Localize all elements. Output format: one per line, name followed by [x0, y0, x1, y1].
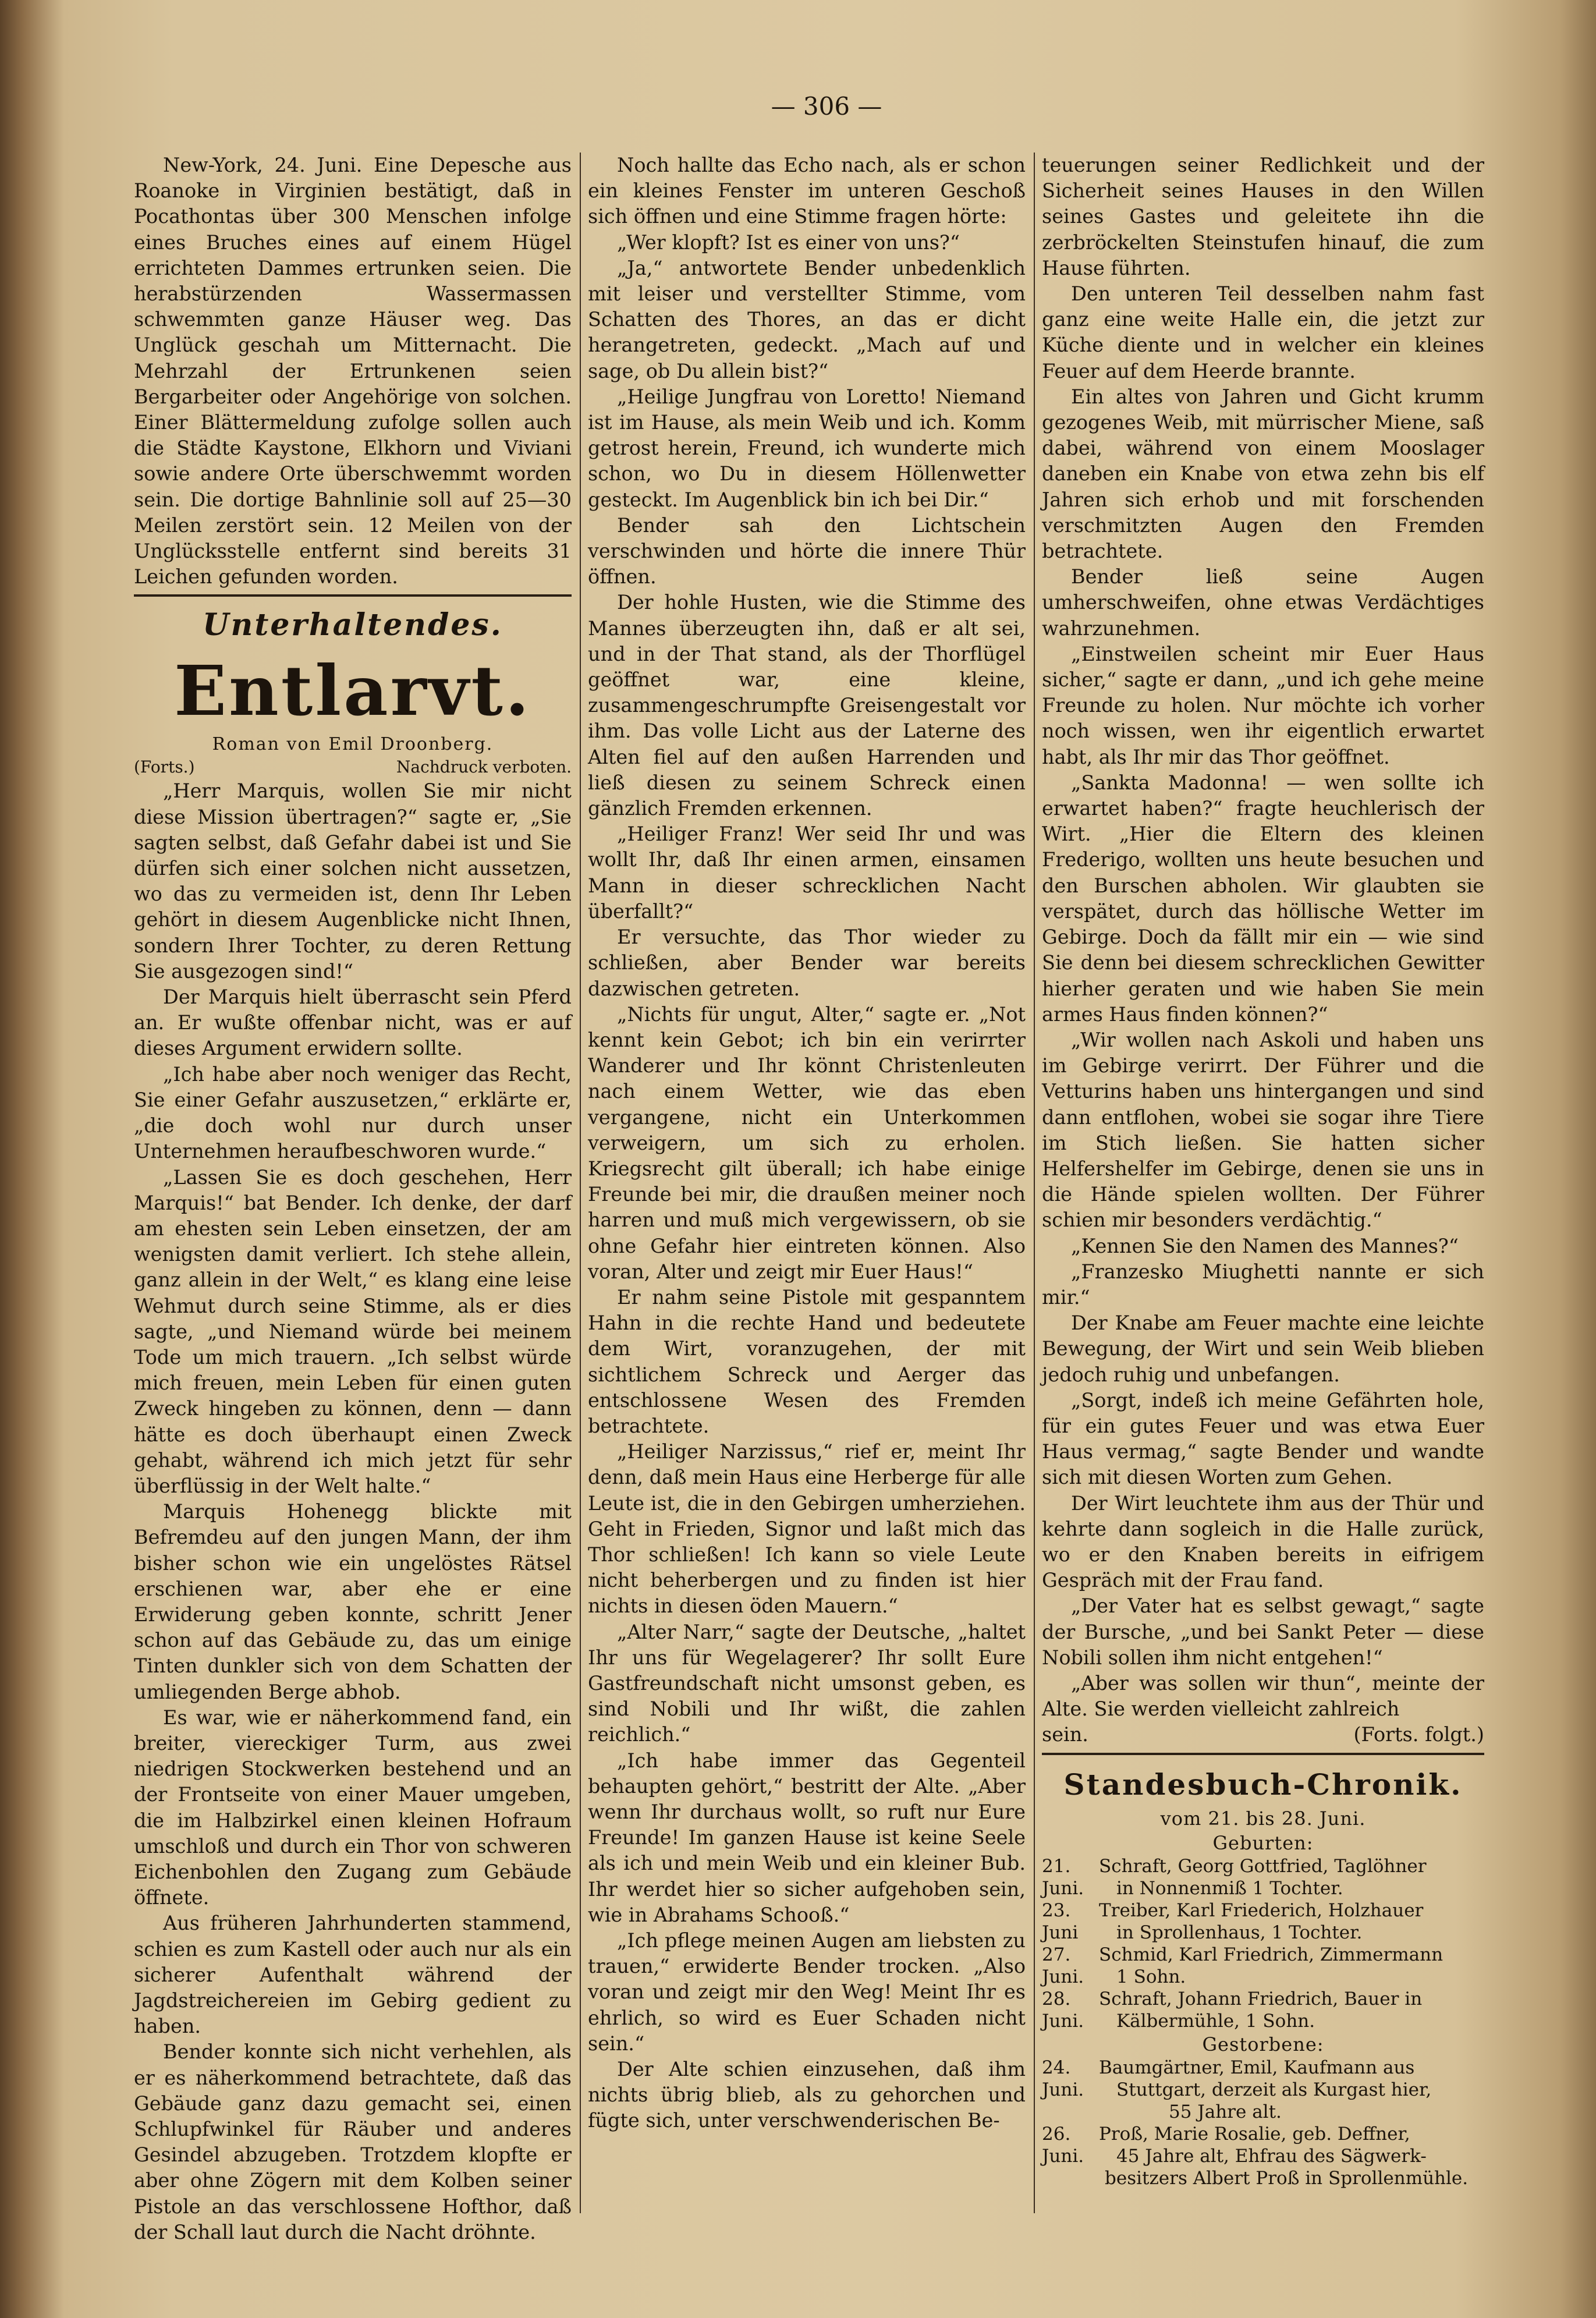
paragraph: „Heiliger Narzissus,“ rief er, meint Ihr denn, daß mein Haus eine Herberge für alle Leute ist, die in den Gebirgen umherziehen. Geht in Frieden, Signor und laßt mich das Thor schließen! Ich kann so viele Leute nicht beherbergen und zu finden ist hier nichts in diesen öden Mauern.“ — [588, 1440, 1026, 1618]
to-be-continued-note: (Forts. folgt.) — [1353, 1723, 1484, 1746]
entry-date: 24. Juni. — [1042, 2057, 1084, 2100]
paragraph: Marquis Hohenegg blickte mit Befremdeu auf den jungen Mann, der ihm bisher schon wie ein ungelöstes Rätsel erschienen war, aber ehe er eine Erwiderung geben konnte, schritt Jener schon auf das Gebäude zu, das um einige Tinten dunkler sich von dem Schatten der umliegenden Berge abhob. — [134, 1500, 572, 1703]
paragraph: Bender konnte sich nicht verhehlen, als er es näherkommend betrachtete, daß das Gebäude ganz dazu gemacht sei, einen Schlupfwinkel für Räuber und anderes Gesindel abzugeben. Trotzdem klopfte er aber ohne Zögern mit dem Kolben seiner Pistole an das verschlossene Hofthor, daß der Schall laut durch die Nacht dröhnte. — [134, 2040, 572, 2243]
last-line: sein. — [1042, 1723, 1088, 1746]
birth-entry — [1042, 1988, 1484, 2032]
divider — [134, 594, 572, 597]
paragraph: Der hohle Husten, wie die Stimme des Mannes überzeugten ihn, daß er alt sei, und in der That stand, als der Thorflügel geöffnet war, eine kleine, zusammengeschrumpfte Greisengestalt vor ihm. Das volle Licht aus der Laterne des Alten fiel auf den außen Harrenden und ließ diesen zu seinem Schreck einen gänzlich Fremden erkennen. — [588, 591, 1026, 820]
entry-date: 28. Juni. — [1042, 1988, 1084, 2032]
paragraph: „Sorgt, indeß ich meine Gefährten hole, für ein gutes Feuer und was etwa Euer Haus vermag,“ sagte Bender und wandte sich mit diesen Worten zum Gehen. — [1042, 1388, 1484, 1489]
entry-line: Treiber, Karl Friederich, Holzhauer — [1099, 1899, 1424, 1921]
paragraph: Ein altes von Jahren und Gicht krumm gezogenes Weib, mit mürrischer Miene, saß dabei, während von einem Mooslager daneben ein Knabe von etwa zehn bis elf Jahren sich erhob und mit forschenden verschmitzten Augen den Fremden betrachtete. — [1042, 385, 1484, 563]
paragraph: „Ich habe aber noch weniger das Recht, Sie einer Gefahr auszusetzen,“ erklärte er, „die doch wohl nur durch unser Unternehmen heraufbeschworen wurde.“ — [134, 1062, 572, 1163]
paragraph: „Kennen Sie den Namen des Mannes?“ — [1071, 1234, 1459, 1257]
entry-line: Schraft, Johann Friedrich, Bauer in — [1099, 1988, 1423, 2009]
entry-line: besitzers Albert Proß in Sprollenmühle. — [1105, 2167, 1469, 2189]
entry-line: Baumgärtner, Emil, Kaufmann aus — [1099, 2057, 1415, 2078]
byline: Roman von Emil Droonberg. — [212, 734, 494, 755]
column-divider — [1034, 153, 1035, 2213]
paragraph: Der Marquis hielt überrascht sein Pferd an. Er wußte offenbar nicht, was er auf dieses Argument erwidern sollte. — [134, 986, 572, 1060]
paragraph: „Wer klopft? Ist es einer von uns?“ — [617, 231, 960, 254]
entry-line: Schmid, Karl Friedrich, Zimmermann — [1099, 1944, 1444, 1965]
death-entry — [1042, 2057, 1484, 2123]
paragraph: „Nichts für ungut, Alter,“ sagte er. „Not kennt kein Gebot; ich bin ein verirrter Wanderer und Ihr könnt Christenleuten nach einem Wetter, wie das eben vergangene, nicht ein Unterkommen verweigern, um sich zu erholen. Kriegsrecht gilt überall; ich habe einige Freunde bei mir, die draußen meiner noch harren und muß mich vergewissern, ob sie ohne Gefahr hier eintreten können. Also voran, Alter und zeigt mir Euer Haus!“ — [588, 1002, 1026, 1283]
story-title: Entlarvt. — [174, 650, 531, 732]
paragraph: „Einstweilen scheint mir Euer Haus sicher,“ sagte er dann, „und ich gehe meine Freunde zu holen. Nur möchte ich vorher noch wissen, wen ihr eigentlich erwartet habt, als Ihr mir das Thor geöffnet. — [1042, 642, 1484, 768]
page-number: — 306 — — [771, 92, 882, 120]
paragraph: „Heiliger Franz! Wer seid Ihr und was wollt Ihr, daß Ihr einen armen, einsamen Mann in dieser schrecklichen Nacht überfallt?“ — [588, 823, 1026, 923]
entry-date: 27. Juni. — [1042, 1944, 1084, 1987]
paragraph: „Der Vater hat es selbst gewagt,“ sagte der Bursche, „und bei Sankt Peter — diese Nobili sollen ihm nicht entgehen!“ — [1042, 1594, 1484, 1669]
news-item: New-York, 24. Juni. Eine Depesche aus Roanoke in Virginien bestätigt, daß in Pocathontas über 300 Menschen infolge eines Bruches eines auf einem Hügel errichteten Dammes ertrunken seien. Die herabstürzenden Wassermassen schwemmten ganze Häuser weg. Das Unglück geschah um Mitternacht. Die Mehrzahl der Ertrunkenen seien Bergarbeiter oder Angehörige von solchen. Einer Blättermeldung zufolge sollen auch die Städte Kaystone, Elkhorn und Viviani sowie andere Orte überschwemmt worden sein. Die dortige Bahnlinie soll auf 25—30 Meilen zerstört sein. 12 Meilen von der Unglücksstelle entfernt sind bereits 31 Leichen gefunden worden. — [134, 154, 572, 589]
entry-line: 55 Jahre alt. — [1169, 2101, 1282, 2122]
paragraph: Bender ließ seine Augen umherschweifen, ohne etwas Verdächtiges wahrzunehmen. — [1042, 565, 1484, 640]
paragraph: „Aber was sollen wir thun“, meinte der Alte. Sie werden vielleicht zahlreich — [1042, 1671, 1484, 1721]
entry-line: 45 Jahre alt, Ehfrau des Sägwerk- — [1116, 2145, 1427, 2167]
paragraph: Der Wirt leuchtete ihm aus der Thür und kehrte dann sogleich in die Halle zurück, wo er den Knaben bereits in eifrigem Gespräch mit der Frau fand. — [1042, 1491, 1484, 1592]
column-2 — [588, 153, 1026, 2225]
column-1 — [134, 153, 572, 2243]
paragraph: „Lassen Sie es doch geschehen, Herr Marquis!“ bat Bender. Ich denke, der darf am ehesten sein Leben einsetzen, der am wenigsten damit verliert. Ich stehe allein, ganz allein in der Welt,“ es klang eine leise Wehmut durch seine Stimme, als er dies sagte, „und Niemand würde bei meinem Tode um mich trauern. „Ich selbst würde mich freuen, mein Leben für einen guten Zweck hingeben zu können, denn — dann hätte es doch überhaupt einen Zweck gehabt, während ich mich jetzt für sehr überflüssig in der Welt halte.“ — [134, 1165, 572, 1497]
paragraph: Der Knabe am Feuer machte eine leichte Bewegung, der Wirt und sein Weib blieben jedoch ruhig und unbefangen. — [1042, 1312, 1484, 1386]
entry-date: 23. Juni — [1042, 1899, 1079, 1943]
paragraph: „Franzesko Miughetti nannte er sich mir.“ — [1042, 1260, 1484, 1309]
paragraph: „Ich habe immer das Gegenteil behaupten gehört,“ bestritt der Alte. „Aber wenn Ihr durchaus wollt, so ruft nur Eure Freunde! Im ganzen Hause ist keine Seele als ich und mein Weib und ein kleiner Bub. Ihr werdet hier so sicher aufgehoben sein, wie in Abrahams Schooß.“ — [588, 1749, 1026, 1926]
paragraph: Aus früheren Jahrhunderten stammend, schien es zum Kastell oder auch nur als ein sicherer Aufenthalt während der Jagdstreichereien im Gebirg gedient zu haben. — [134, 1912, 572, 2038]
entry-line: in Sprollenhaus, 1 Tochter. — [1116, 1922, 1363, 1943]
paragraph: Er versuchte, das Thor wieder zu schließen, aber Bender war bereits dazwischen getreten. — [588, 926, 1026, 1000]
paragraph: „Heilige Jungfrau von Loretto! Niemand ist im Hause, als mein Weib und ich. Komm getrost herein, Freund, ich wunderte mich schon, wo Du in diesem Höllenwetter gesteckt. Im Augenblick bin ich bei Dir.“ — [588, 385, 1026, 511]
paragraph: teuerungen seiner Redlichkeit und der Sicherheit seines Hauses in den Willen seines Gastes und geleitete ihn die zerbröckelten Steinstufen hinauf, die zum Hause führten. — [1042, 154, 1484, 279]
paragraph: „Ja,“ antwortete Bender unbedenklich mit leiser und verstellter Stimme, vom Schatten des Thores, an das er dicht herangetreten, gedeckt. „Mach auf und sage, ob Du allein bist?“ — [588, 256, 1026, 382]
chronicle-title: Standesbuch-Chronik. — [1063, 1767, 1463, 1802]
entry-line: Stuttgart, derzeit als Kurgast hier, — [1116, 2079, 1432, 2100]
entry-line: Schraft, Georg Gottfried, Taglöhner — [1099, 1855, 1427, 1877]
paragraph: „Sankta Madonna! — wen sollte ich erwartet haben?“ fragte heuchlerisch der Wirt. „Hier die Eltern des kleinen Frederigo, wollten uns heute besuchen und den Burschen abholen. Wir glaubten sie verspätet, durch das höllische Wetter im Gebirge. Doch da fällt mir ein — wie sind Sie denn bei diesem schrecklichen Gewitter hierher geraten und wie haben Sie mein armes Haus finden können?“ — [1042, 771, 1484, 1026]
chronicle-date-range: vom 21. bis 28. Juni. — [1160, 1807, 1366, 1830]
birth-entry — [1042, 1944, 1484, 1988]
paragraph: Den unteren Teil desselben nahm fast ganz eine weite Halle ein, die jetzt zur Küche diente und in welcher ein kleines Feuer auf dem Heerde brannte. — [1042, 282, 1484, 382]
paragraph: Bender sah den Lichtschein verschwinden und hörte die innere Thür öffnen. — [588, 513, 1026, 589]
continuation-note: (Forts.) — [134, 757, 195, 777]
birth-entry — [1042, 1899, 1484, 1944]
deaths-heading: Gestorbene: — [1202, 2033, 1324, 2055]
entry-line: 1 Sohn. — [1116, 1966, 1186, 1987]
births-heading: Geburten: — [1212, 1831, 1314, 1854]
column-divider — [580, 153, 581, 2213]
paragraph: Noch hallte das Echo nach, als er schon ein kleines Fenster im unteren Geschoß sich öffnen und eine Stimme fragen hörte: — [588, 154, 1026, 228]
column-3 — [1042, 153, 1484, 2225]
birth-entry — [1042, 1855, 1484, 1899]
paragraph: Er nahm seine Pistole mit gespanntem Hahn in die rechte Hand und bedeutete dem Wirt, voranzugehen, der mit sichtlichem Schreck und Aerger das entschlossene Wesen des Fremden betrachtete. — [588, 1285, 1026, 1437]
paragraph: Der Alte schien einzusehen, daß ihm nichts übrig blieb, als zu gehorchen und fügte sich, unter verschwenderischen Be- — [588, 2058, 1026, 2132]
story-end-row — [1042, 1722, 1484, 1748]
paragraph: „Ich pflege meinen Augen am liebsten zu trauen,“ erwiderte Bender trocken. „Also voran und zeigt mir den Weg! Meint Ihr es ehrlich, so wird es Euer Schaden nicht sein.“ — [588, 1929, 1026, 2055]
entry-line: Kälbermühle, 1 Sohn. — [1116, 2010, 1315, 2032]
paragraph: „Alter Narr,“ sagte der Deutsche, „haltet Ihr uns für Wegelagerer? Ihr sollt Eure Gastfreundschaft nicht umsonst geben, es sind Nobili und Ihr wißt, die zahlen reichlich.“ — [588, 1620, 1026, 1746]
byline-row — [134, 756, 572, 778]
section-heading: Unterhaltendes. — [203, 607, 503, 643]
death-entry — [1042, 2123, 1484, 2189]
paragraph: „Wir wollen nach Askoli und haben uns im Gebirge verirrt. Der Führer und die Vetturins haben uns hintergangen und sind dann entflohen, wobei sie sogar ihre Tiere im Stich ließen. Sie hatten sicher Helfershelfer im Gebirge, denen sie uns in die Hände spielen wollten. Der Führer schien mir besonders verdächtig.“ — [1042, 1028, 1484, 1232]
divider — [1042, 1753, 1484, 1755]
entry-line: in Nonnenmiß 1 Tochter. — [1116, 1877, 1343, 1899]
entry-line: Proß, Marie Rosalie, geb. Deffner, — [1099, 2123, 1410, 2145]
paragraph: Es war, wie er näherkommend fand, ein breiter, viereckiger Turm, aus zwei niedrigen Stockwerken bestehend und an der Frontseite von einer Mauer umgeben, die im Halbzirkel einen kleinen Hofraum umschloß und durch ein Thor von schweren Eichenbohlen den Zugang zum Gebäude öffnete. — [134, 1706, 572, 1909]
copyright-note: Nachdruck verboten. — [396, 757, 572, 777]
paragraph: „Herr Marquis, wollen Sie mir nicht diese Mission übertragen?“ sagte er, „Sie sagten selbst, daß Gefahr dabei ist und Sie dürfen sich einer solchen nicht aussetzen, wo das zu vermeiden ist, denn Ihr Leben gehört in diesem Augenblicke nicht Ihnen, sondern Ihrer Tochter, zu deren Rettung Sie ausgezogen sind!“ — [134, 779, 572, 983]
entry-date: 21. Juni. — [1042, 1855, 1084, 1899]
entry-date: 26. Juni. — [1042, 2123, 1084, 2167]
